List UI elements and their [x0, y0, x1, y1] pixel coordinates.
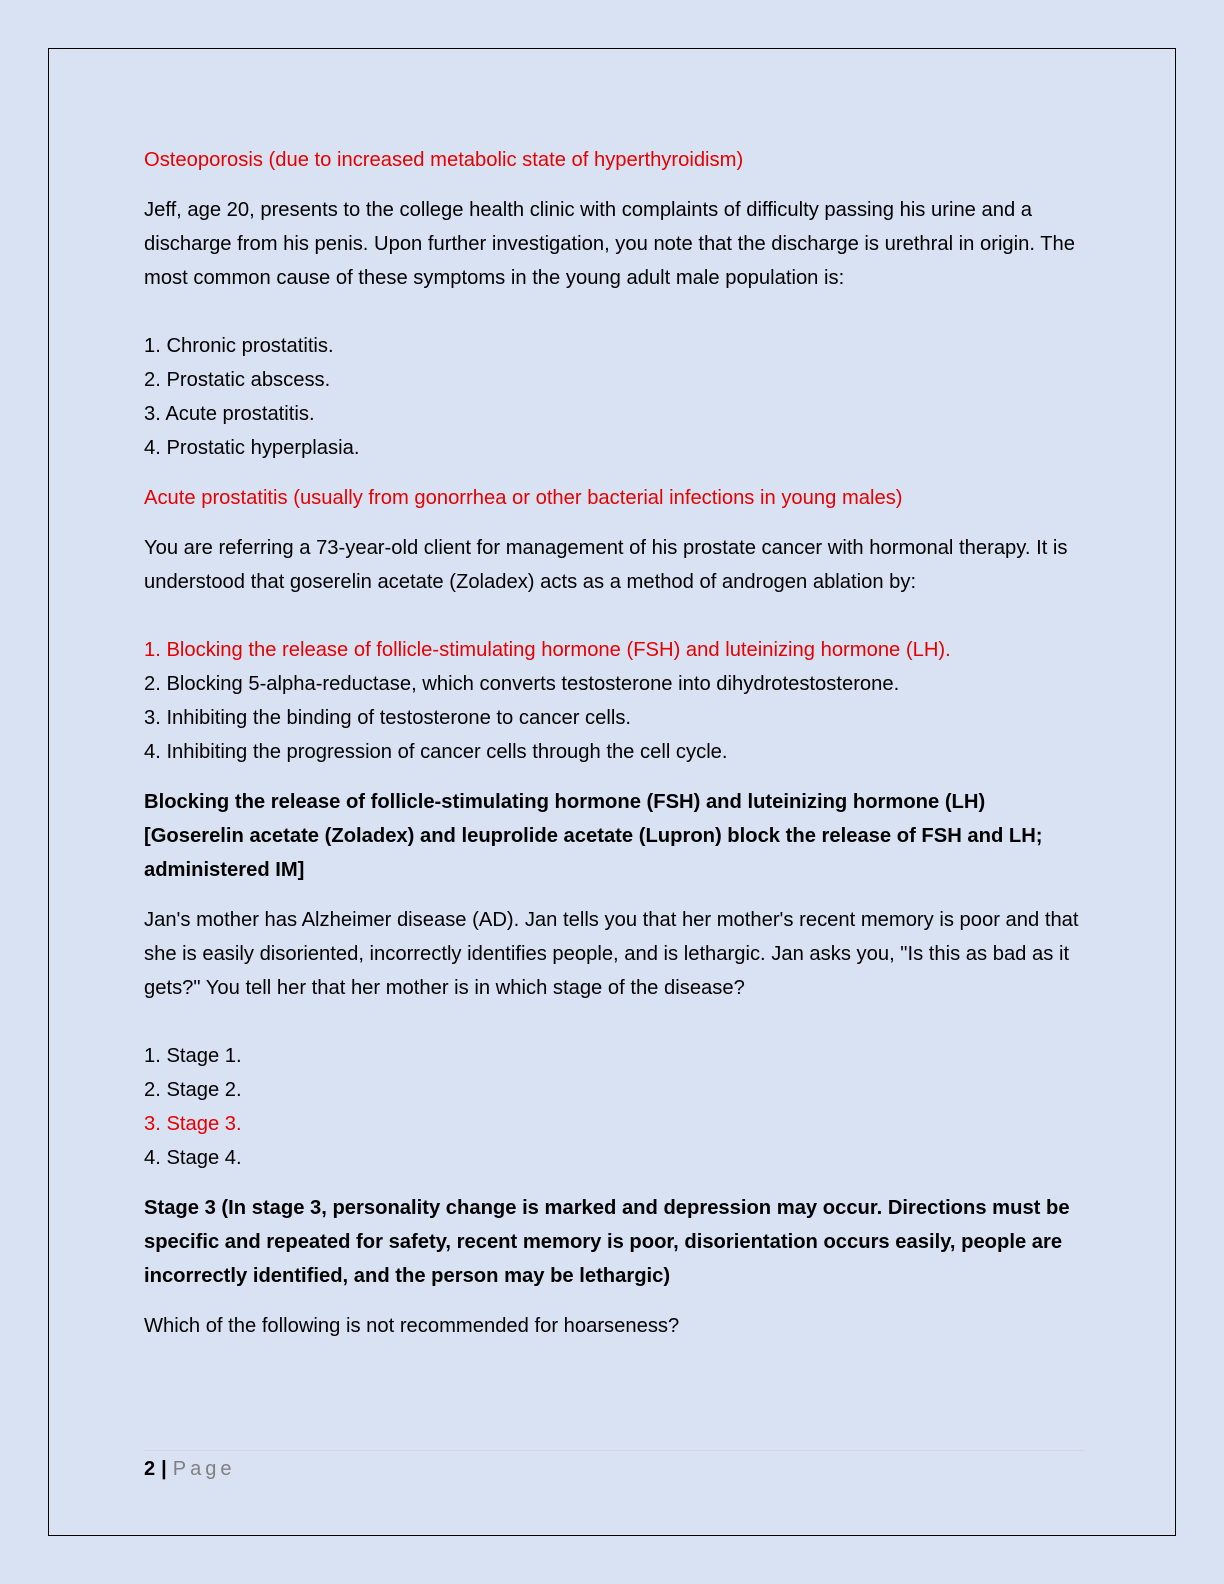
question-3-option-1: 1. Stage 1. [144, 1045, 242, 1067]
footer-divider [144, 1450, 1084, 1451]
previous-answer: Osteoporosis (due to increased metabolic state of hyperthyroidism) [144, 149, 744, 171]
question-2-option-3: 3. Inhibiting the binding of testosterone to cancer cells. [144, 707, 632, 729]
question-1-option-1: 1. Chronic prostatitis. [144, 335, 334, 357]
question-2-option-1: 1. Blocking the release of follicle-stimulating hormone (FSH) and luteinizing hormone (LH). [144, 639, 951, 661]
question-3-option-4: 4. Stage 4. [144, 1147, 242, 1169]
question-3-stem: Jan's mother has Alzheimer disease (AD). Jan tells you that her mother's recent memory is poor and that she is easily disoriented, incorrectly identifies people, and is lethargic. Jan asks you, "Is this as bad as it gets?" You tell her that her mother is in which stage of the disease? [144, 909, 1079, 999]
question-1-option-3: 3. Acute prostatitis. [144, 403, 315, 425]
question-2-option-2: 2. Blocking 5-alpha-reductase, which converts testosterone into dihydrotestosterone. [144, 673, 900, 695]
question-2-stem: You are referring a 73-year-old client for management of his prostate cancer with hormonal therapy. It is understood that goserelin acetate (Zoladex) acts as a method of androgen ablation by: [144, 537, 1068, 593]
page-label: Page [172, 1458, 236, 1480]
question-3-answer: Stage 3 (In stage 3, personality change is marked and depression may occur. Directions must be specific and repeated for safety, recent memory is poor, disorientation occurs easily, people are incorrectly identified, and the person may be lethargic) [144, 1197, 1070, 1287]
question-3-option-2: 2. Stage 2. [144, 1079, 242, 1101]
page-footer [144, 1454, 235, 1484]
question-1-answer: Acute prostatitis (usually from gonorrhea or other bacterial infections in young males) [144, 487, 903, 509]
footer-separator: | [161, 1458, 167, 1480]
question-1-option-2: 2. Prostatic abscess. [144, 369, 331, 391]
question-2-option-4: 4. Inhibiting the progression of cancer cells through the cell cycle. [144, 741, 728, 763]
question-1-option-4: 4. Prostatic hyperplasia. [144, 437, 360, 459]
question-4-stem: Which of the following is not recommended for hoarseness? [144, 1315, 680, 1337]
question-3-option-3: 3. Stage 3. [144, 1113, 242, 1135]
question-2-answer: Blocking the release of follicle-stimulating hormone (FSH) and luteinizing hormone (LH) [Goserelin acetate (Zoladex) and leuprolide acetate (Lupron) block the release of FSH and LH; administered IM] [144, 791, 1043, 881]
page-number: 2 [144, 1458, 156, 1480]
question-1-stem: Jeff, age 20, presents to the college health clinic with complaints of difficulty passing his urine and a discharge from his penis. Upon further investigation, you note that the discharge is urethral in origin. The most common cause of these symptoms in the young adult male population is: [144, 199, 1076, 289]
document-body [144, 143, 1088, 1343]
